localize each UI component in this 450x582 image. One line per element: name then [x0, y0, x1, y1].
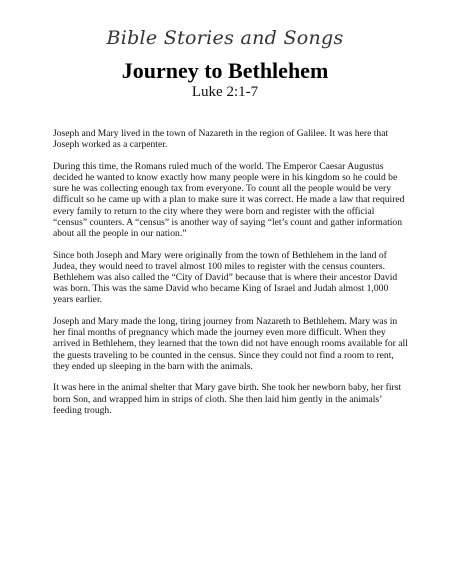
story-paragraph-2: During this time, the Romans ruled much of the world. The Emperor Caesar Augustus decided he wanted to know exactly how many people were in his kingdom so he could be sure he was collecting enough tax from everyone. To count all the people would be very difficult so he came up with a plan to make sure it was correct. He made a law that required every family to return to the city where they were born and register with the official “census” counters. A “census” is another way of saying “let’s count and gather information about all the people in our nation.” — [53, 160, 405, 240]
scripture-reference: Luke 2:1-7 — [191, 84, 259, 100]
story-paragraph-3: Since both Joseph and Mary were originally from the town of Bethlehem in the land of Judea, they would need to travel almost 100 miles to register with the census counters. Bethlehem was also called the “City of David” because that is where their ancestor David was born. This was the same David who became King of Israel and Judah almost 1,000 years earlier. — [53, 249, 398, 306]
story-paragraph-1: Joseph and Mary lived in the town of Nazareth in the region of Galilee. It was here that Joseph worked as a carpenter. — [53, 128, 389, 151]
story-body — [53, 128, 408, 426]
story-paragraph-5: It was here in the animal shelter that Mary gave birth. She took her newborn baby, her first born Son, and wrapped him in strips of cloth. She then laid him gently in the animals’ feeding trough. — [53, 382, 402, 416]
series-title: Bible Stories and Songs — [106, 27, 344, 49]
story-paragraph-4: Joseph and Mary made the long, tiring journey from Nazareth to Bethlehem. Mary was in her final months of pregnancy which made the journey even more difficult. When they arrived in Bethlehem, they learned that the town did not have enough rooms available for all the guests traveling to be counted in the census. Since they could not find a room to rent, they ended up sleeping in the barn with the animals. — [53, 316, 408, 372]
page-title: Journey to Bethlehem — [121, 58, 329, 83]
